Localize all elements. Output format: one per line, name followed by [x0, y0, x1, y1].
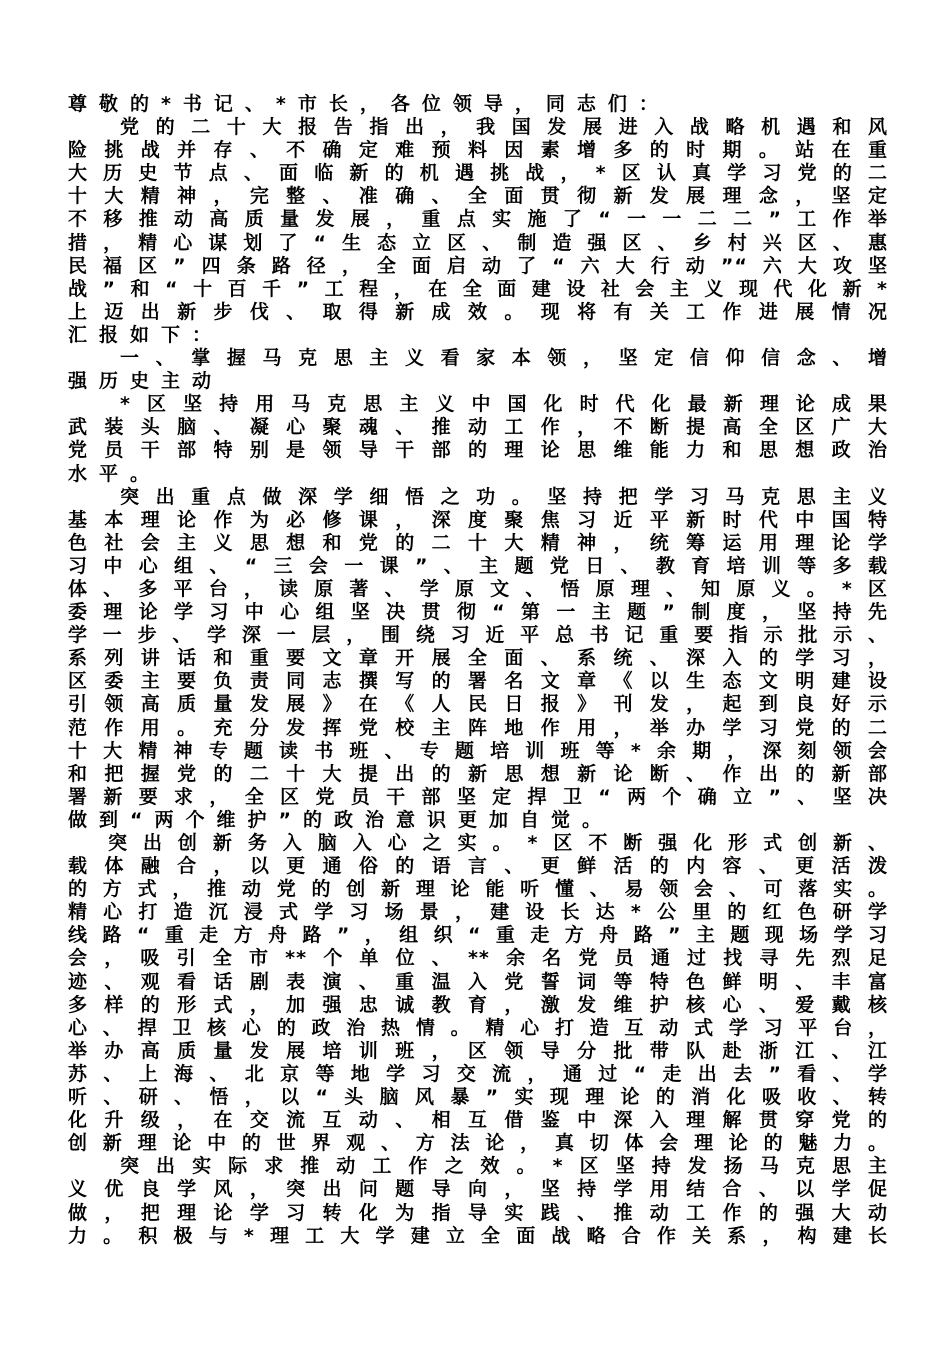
text-line: 会，吸引全市**个单位、**余名党员通过找寻先烈足: [68, 947, 888, 970]
text-line: 系列讲话和重要文章开展全面、系统、深入的学习，: [68, 647, 888, 670]
text-line: 体、多平台，读原著、学原文、悟原理、知原义。*区: [68, 577, 888, 600]
section-heading-line: 强历史主动: [68, 370, 224, 393]
salutation-line: 尊敬的*书记、*市长，各位领导，同志们：: [68, 93, 670, 115]
text-line: 举办高质量发展培训班，区领导分批带队赴浙江、江: [68, 1039, 888, 1062]
text-line: 载体融合，以更通俗的语言、更鲜活的内容、更活泼: [68, 855, 888, 878]
text-line: 突出实际求推动工作之效。*区坚持发扬马克思主: [120, 1155, 888, 1178]
text-line: 引领高质量发展》在《人民日报》刊发，起到良好示: [68, 693, 888, 716]
text-line: 不移推动高质量发展，重点实施了“一一二二”工作举: [68, 208, 888, 231]
text-line: 基本理论作为必修课，深度聚焦习近平新时代中国特: [68, 508, 888, 531]
section-heading-line: 一、掌握马克思主义看家本领，坚定信仰信念、增: [120, 347, 888, 370]
text-line: 措，精心谋划了“生态立区、制造强区、乡村兴区、惠: [68, 231, 888, 254]
text-line: 范作用。充分发挥党校主阵地作用，举办学习党的二: [68, 716, 888, 739]
text-line: 武装头脑、凝心聚魂、推动工作，不断提高全区广大: [68, 416, 888, 439]
text-line: 精心打造沉浸式学习场景，建设长达*公里的红色研学: [68, 901, 888, 924]
text-line: 力。积极与*理工大学建立全面战略合作关系，构建长: [68, 1224, 888, 1247]
text-line: 水平。: [68, 462, 162, 485]
text-line: 听、研、悟，以“头脑风暴”实现理论的消化吸收、转: [68, 1086, 888, 1109]
text-line: 委理论学习中心组坚决贯彻“第一主题”制度，坚持先: [68, 601, 888, 624]
text-line: 化升级，在交流互动、相互借鉴中深入理解贯穿党的: [68, 1109, 888, 1132]
text-line: 习中心组、“三会一课”、主题党日、教育培训等多载: [68, 554, 888, 577]
text-line: 突出创新务入脑入心之实。*区不断强化形式创新、: [108, 832, 888, 854]
text-line: 苏、上海、北京等地学习交流，通过“走出去”看、学: [68, 1062, 888, 1085]
text-line: 汇报如下：: [68, 323, 224, 346]
text-line: 署新要求，全区党员干部坚定捍卫“两个确立”、坚决: [68, 785, 888, 808]
text-line: 大历史节点、面临新的机遇挑战，*区认真学习党的二: [68, 162, 888, 185]
text-line: 和把握党的二十大提出的新思想新论断、作出的新部: [68, 762, 888, 785]
text-line: 民福区”四条路径，全面启动了“六大行动”“六大攻坚: [68, 254, 888, 277]
text-line: 色社会主义思想和党的二十大精神，统筹运用理论学: [68, 531, 888, 554]
text-line: 区委主要负责同志撰写的署名文章《以生态文明建设: [68, 670, 888, 693]
text-line: 突出重点做深学细悟之功。坚持把学习马克思主义: [120, 485, 888, 508]
text-line: 十大精神专题读书班、专题培训班等*余期，深刻领会: [68, 739, 888, 762]
text-line: 上迈出新步伐、取得新成效。现将有关工作进展情况: [68, 300, 888, 323]
text-line: 迹、观看话剧表演、重温入党誓词等特色鲜明、丰富: [68, 970, 888, 993]
text-line: 的方式，推动党的创新理论能听懂、易领会、可落实。: [68, 878, 888, 901]
text-line: 义优良学风，突出问题导向，坚持学用结合、以学促: [68, 1178, 888, 1201]
text-line: 创新理论中的世界观、方法论，真切体会理论的魅力。: [68, 1132, 888, 1155]
text-line: 党的二十大报告指出，我国发展进入战略机遇和风: [120, 116, 888, 139]
text-line: 战”和“十百千”工程，在全面建设社会主义现代化新*: [68, 277, 888, 300]
text-line: 做，把理论学习转化为指导实践、推动工作的强大动: [68, 1201, 888, 1224]
document-body: [68, 93, 888, 1248]
text-line: 线路“重走方舟路”，组织“重走方舟路”主题现场学习: [68, 924, 888, 947]
text-line: 党员干部特别是领导干部的理论思维能力和思想政治: [68, 439, 888, 462]
text-line: 险挑战并存、不确定难预料因素增多的时期。站在重: [68, 139, 888, 162]
text-line: 做到“两个维护”的政治意识更加自觉。: [68, 808, 613, 831]
text-line: 学一步、学深一层，围绕习近平总书记重要指示批示、: [68, 624, 888, 647]
text-line: 多样的形式，加强忠诚教育，激发维护核心、爱戴核: [68, 993, 888, 1016]
text-line: *区坚持用马克思主义中国化时代化最新理论成果: [120, 393, 888, 416]
text-line: 心、捍卫核心的政治热情。精心打造互动式学习平台，: [68, 1016, 888, 1039]
text-line: 十大精神，完整、准确、全面贯彻新发展理念，坚定: [68, 185, 888, 208]
